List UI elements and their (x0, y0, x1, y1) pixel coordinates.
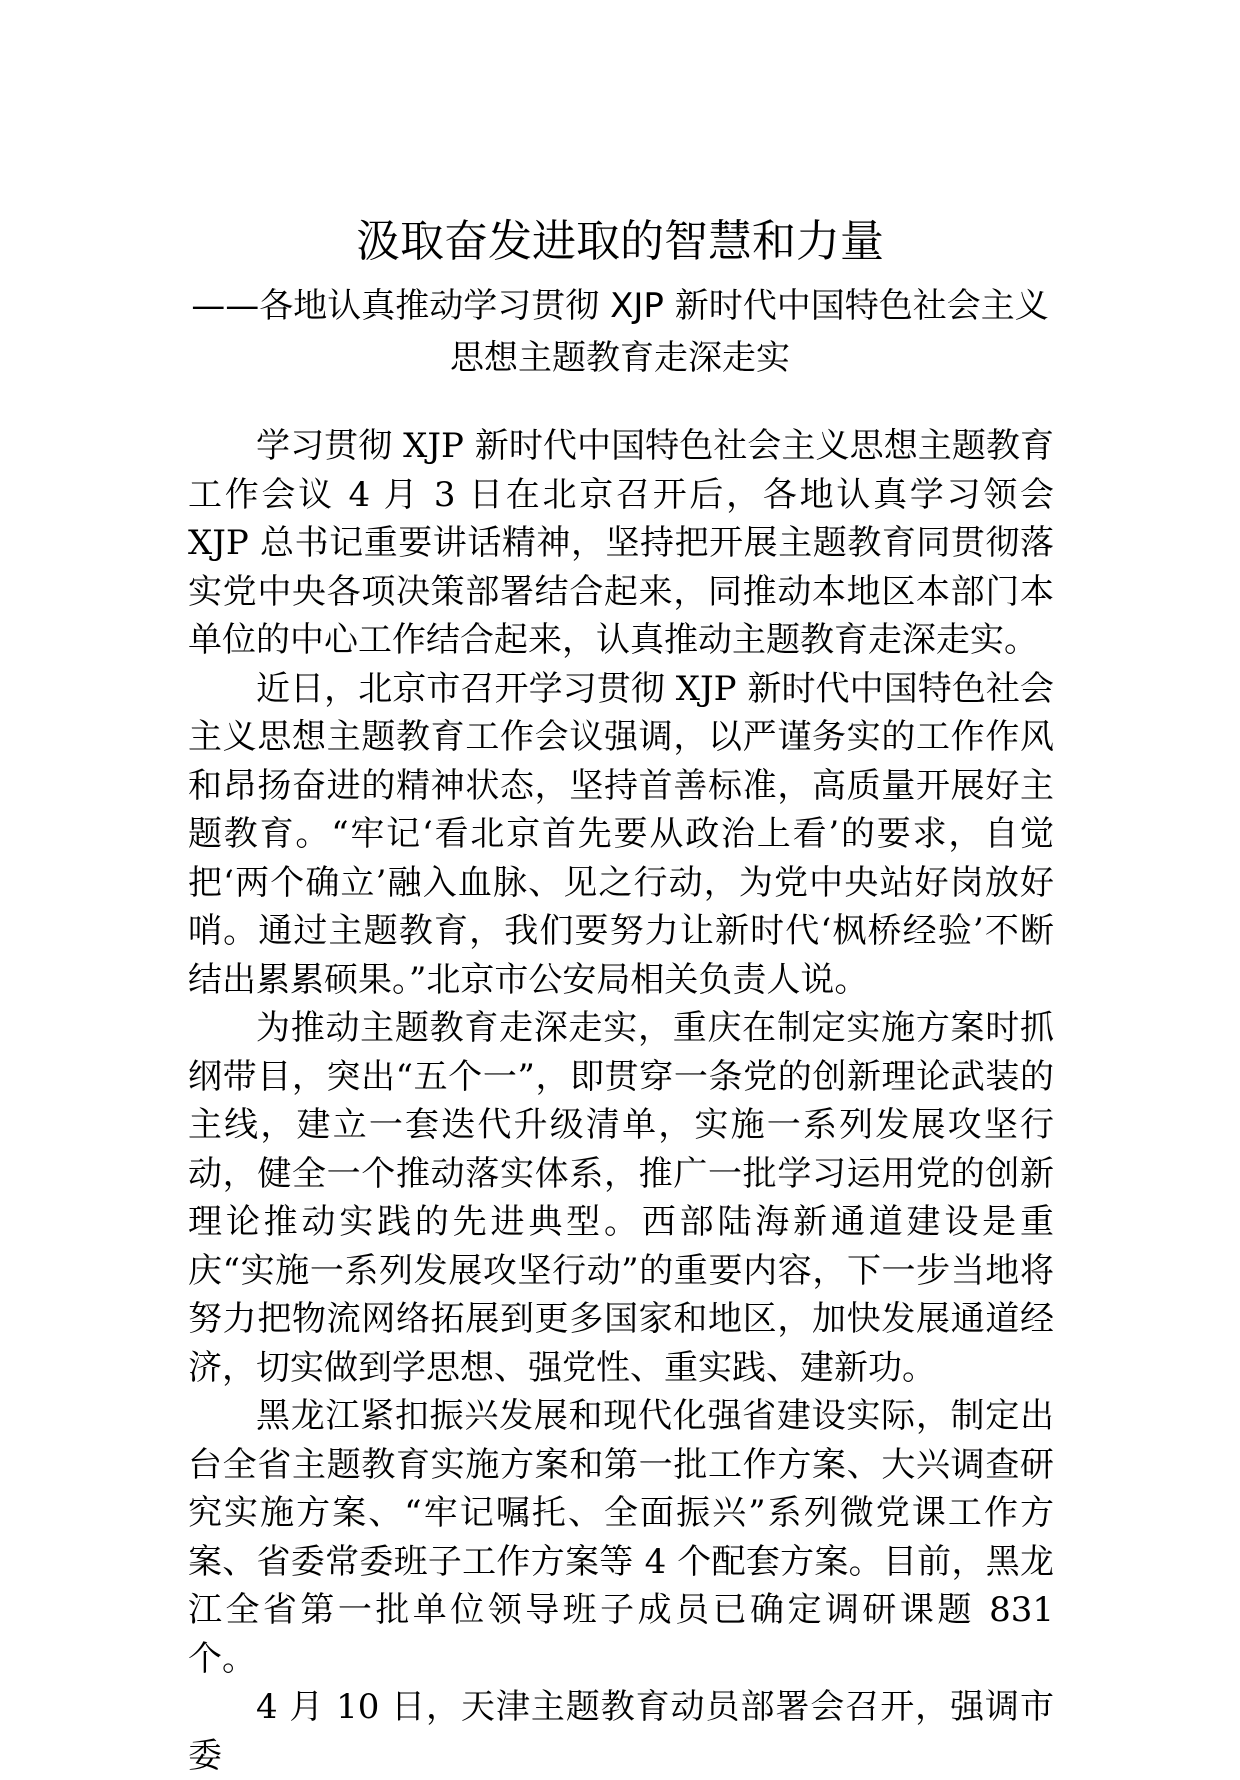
document-title: 汲取奋发进取的智慧和力量 (356, 216, 884, 267)
document-subtitle (180, 280, 1060, 384)
paragraph-2: 近日，北京市召开学习贯彻 XJP 新时代中国特色社会主义思想主题教育工作会议强调，以严谨务实的工作作风和昂扬奋进的精神状态，坚持首善标准，高质量开展好主题教育。“牢记‘看北京首先要从政治上看’的要求，自觉把‘两个确立’融入血脉、见之行动，为党中央站好岗放好哨。通过主题教育，我们要努力让新时代‘枫桥经验’不断结出累累硕果。”北京市公安局相关负责人说。 (188, 668, 1054, 1000)
paragraph-3: 为推动主题教育走深走实，重庆在制定实施方案时抓纲带目，突出“五个一”，即贯穿一条党的创新理论武装的主线，建立一套迭代升级清单，实施一系列发展攻坚行动，健全一个推动落实体系，推广一批学习运用党的创新理论推动实践的先进典型。西部陆海新通道建设是重庆“实施一系列发展攻坚行动”的重要内容，下一步当地将努力把物流网络拓展到更多国家和地区，加快发展通道经济，切实做到学思想、强党性、重实践、建新功。 (188, 1008, 1054, 1388)
document-body (188, 422, 1054, 1780)
paragraph-5: 4 月 10 日，天津主题教育动员部署会召开，强调市委 (188, 1687, 1054, 1776)
paragraph-4: 黑龙江紧扣振兴发展和现代化强省建设实际，制定出台全省主题教育实施方案和第一批工作方案、大兴调查研究实施方案、“牢记嘱托、全面振兴”系列微党课工作方案、省委常委班子工作方案等 4 个配套方案。目前，黑龙江全省第一批单位领导班子成员已确定调研课题 831 个。 (188, 1396, 1054, 1679)
paragraph-1: 学习贯彻 XJP 新时代中国特色社会主义思想主题教育工作会议 4 月 3 日在北京召开后，各地认真学习领会 XJP 总书记重要讲话精神，坚持把开展主题教育同贯彻落实党中央各项决策部署结合起来，同推动本地区本部门本单位的中心工作结合起来，认真推动主题教育走深走实。 (188, 426, 1054, 660)
subtitle-line-1: ——各地认真推动学习贯彻 XJP 新时代中国特色社会主义 (191, 286, 1049, 326)
subtitle-line-2: 思想主题教育走深走实 (450, 338, 790, 378)
title-block (180, 212, 1060, 384)
